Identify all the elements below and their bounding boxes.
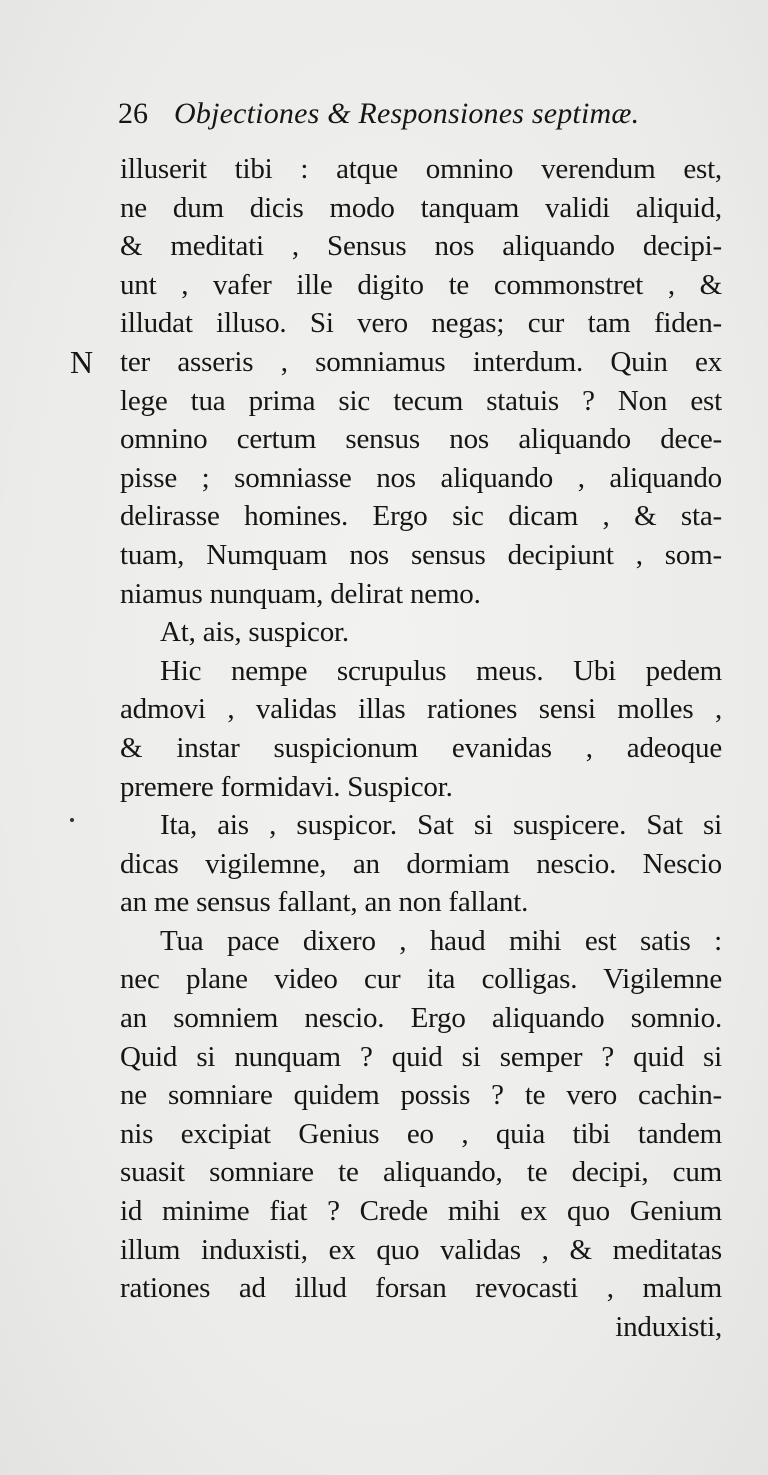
text-line: Quid si nunquam ? quid si semper ? quid si [120,1040,722,1073]
text-line: ne somniare quidem possis ? te vero cachin- [120,1079,722,1112]
page-number: 26 [118,97,148,130]
page-header [118,94,639,134]
text-line: induxisti, [615,1310,722,1343]
text-line: admovi , validas illas rationes sensi molles , [120,693,722,726]
text-line: lege tua prima sic tecum statuis ? Non est [120,384,722,417]
text-line: rationes ad illud forsan revocasti , malum [120,1272,722,1305]
text-line: delirasse homines. Ergo sic dicam , & sta- [120,500,722,533]
text-line: nis excipiat Genius eo , quia tibi tandem [120,1117,722,1150]
text-line: & meditati , Sensus nos aliquando decipi- [120,230,722,263]
text-line: illuserit tibi : atque omnino verendum est, [120,153,722,185]
text-line: unt , vafer ille digito te commonstret , & [120,268,722,301]
text-line: illum induxisti, ex quo validas , & meditatas [120,1233,722,1266]
text-line: dicas vigilemne, an dormiam nescio. Nescio [120,847,722,880]
text-line: premere formidavi. Suspicor. [120,770,453,803]
text-line: nec plane video cur ita colligas. Vigilemne [120,963,722,996]
text-line: & instar suspicionum evanidas , adeoque [120,731,722,764]
text-line: ne dum dicis modo tanquam validi aliquid, [120,191,722,224]
text-line: tuam, Numquam nos sensus decipiunt , som- [120,538,722,571]
text-line: suasit somniare te aliquando, te decipi, cum [120,1156,722,1189]
text-line: Hic nempe scrupulus meus. Ubi pedem [160,654,722,687]
text-line: omnino certum sensus nos aliquando dece- [120,423,722,456]
text-line: Ita, ais , suspicor. Sat si suspicere. Sat si [160,809,722,842]
text-line: id minime fiat ? Crede mihi ex quo Genium [120,1195,722,1228]
running-title: Objectiones & Responsiones septimæ. [174,97,640,130]
text-line: an me sensus fallant, an non fallant. [120,886,529,919]
marginal-letter: N [70,344,94,380]
text-line: an somniem nescio. Ergo aliquando somnio. [120,1002,722,1035]
text-line: At, ais, suspicor. [160,616,349,649]
body-text [120,150,722,1346]
text-line: Tua pace dixero , haud mihi est satis : [160,924,722,957]
text-line: ter asseris , somniamus interdum. Quin ex [120,345,722,378]
text-line: illudat illuso. Si vero negas; cur tam fiden- [120,307,722,340]
text-line: niamus nunquam, delirat nemo. [120,577,481,610]
ink-speck [70,818,74,822]
text-line: pisse ; somniasse nos aliquando , aliquando [120,461,722,494]
